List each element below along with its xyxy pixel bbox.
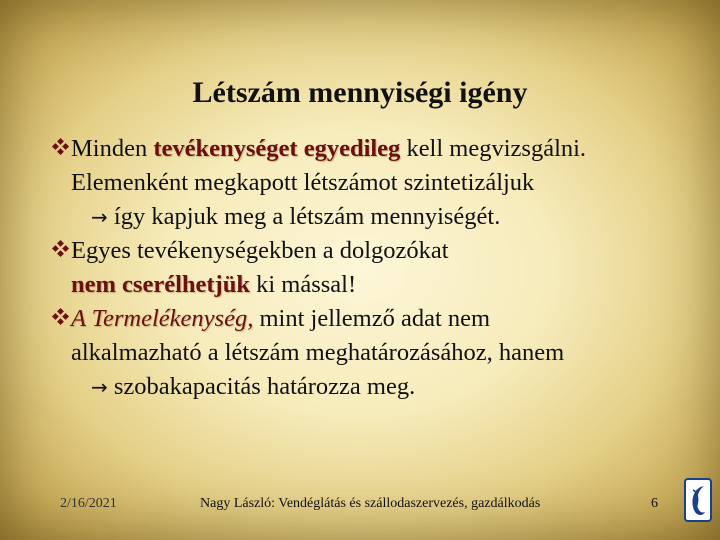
bullet-3-emphasis: A Termelékenység,	[71, 305, 254, 332]
bullet-2-emphasis: nem cserélhetjük	[71, 271, 250, 298]
footer-date: 2/16/2021	[60, 496, 117, 511]
bullet-1-line-2: Elemenként megkapott létszámot szintetizáljuk	[71, 169, 535, 196]
bullet-3-line-3: szobakapacitás határozza meg.	[107, 373, 416, 400]
bullet-2-line-1: Egyes tevékenységekben a dolgozókat	[71, 237, 449, 264]
diamond-quad-bullet-icon	[52, 240, 69, 257]
bullet-item-2	[52, 234, 692, 302]
footer-text: Nagy László: Vendéglátás és szállodaszervezés, gazdálkodás	[200, 496, 541, 511]
bullet-item-3	[52, 302, 692, 404]
bullet-1-line-3: így kapjuk meg a létszám mennyiségét.	[107, 203, 501, 230]
slide-title: Létszám mennyiségi igény	[192, 76, 528, 109]
university-logo-icon	[684, 478, 712, 522]
bullet-1-emphasis: tevékenységet egyedileg	[153, 135, 401, 162]
bullet-1-text-end: kell megvizsgálni.	[400, 135, 587, 162]
bullet-3-line-2: alkalmazható a létszám meghatározásához, hanem	[71, 339, 565, 366]
bullet-1-text-start: Minden	[71, 135, 154, 162]
bullet-3-text-end: mint jellemző adat nem	[253, 305, 491, 332]
diamond-quad-bullet-icon	[52, 138, 69, 155]
right-arrow-icon: →	[91, 205, 108, 229]
bullet-item-1	[52, 132, 692, 234]
bullet-2-text-end: ki mással!	[249, 271, 357, 298]
page-number: 6	[651, 496, 658, 511]
bullet-list	[52, 132, 692, 404]
right-arrow-icon: →	[91, 375, 108, 399]
diamond-quad-bullet-icon	[52, 308, 69, 325]
